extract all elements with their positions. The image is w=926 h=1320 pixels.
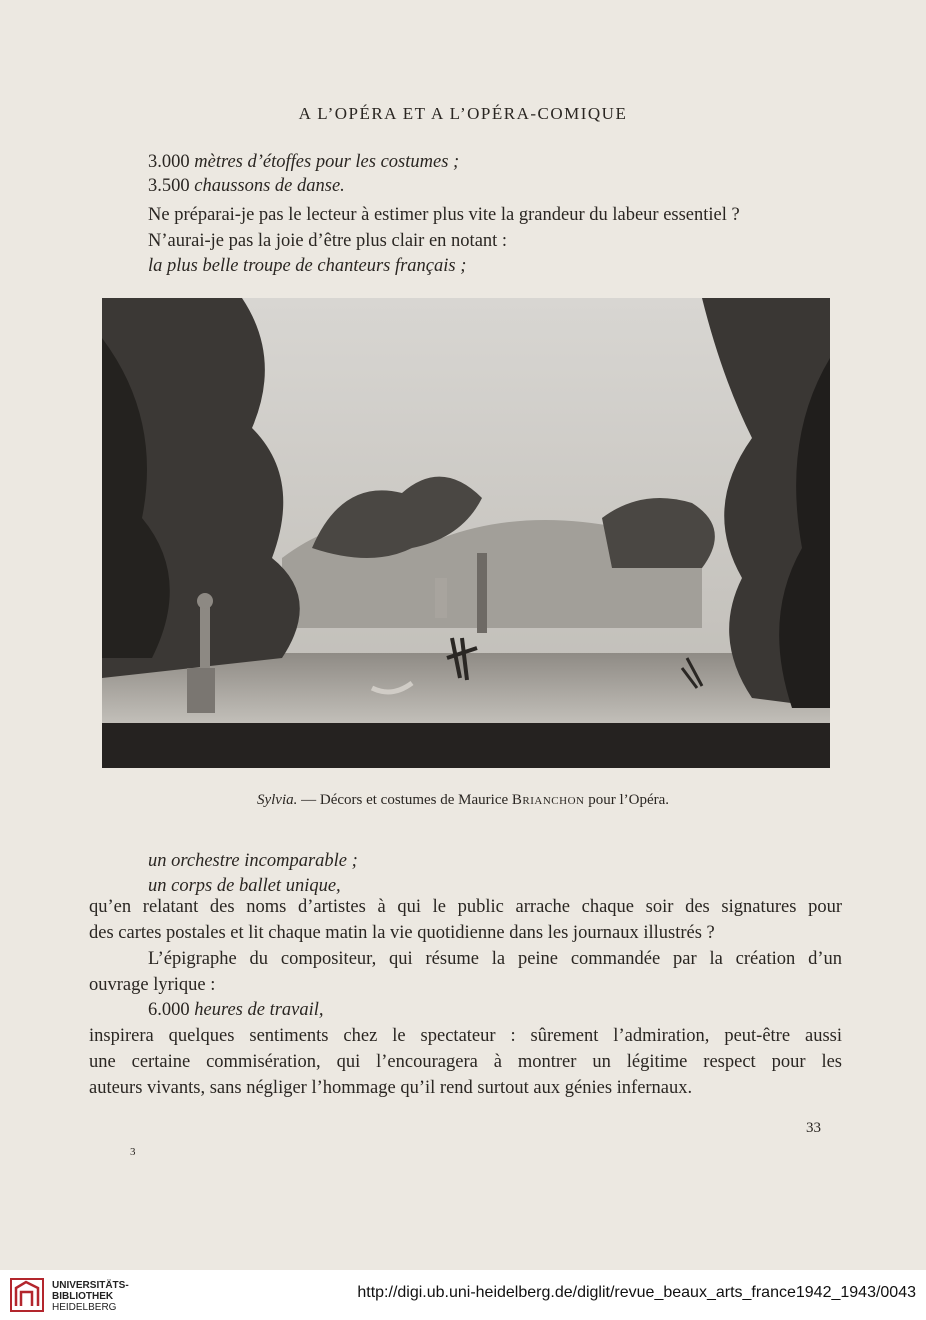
italic-line: un orchestre incomparable ; bbox=[148, 851, 358, 871]
list-number: 3.500 bbox=[148, 176, 190, 196]
stage-photograph bbox=[102, 298, 830, 768]
library-name-line: UNIVERSITÄTS- bbox=[52, 1280, 129, 1291]
paragraph-line: inspirera quelques sentiments chez le spectateur : sûrement l’admiration, peut-être aussi bbox=[89, 1026, 842, 1046]
paragraph-line: N’aurai-je pas la joie d’être plus clair en notant : bbox=[148, 231, 508, 251]
paragraph-line: L’épigraphe du compositeur, qui résume la peine commandée par la création d’un bbox=[148, 949, 842, 969]
caption-artist-name: Brianchon bbox=[511, 792, 585, 808]
paragraph-line: ouvrage lyrique : bbox=[89, 975, 216, 995]
library-name bbox=[52, 1280, 129, 1313]
hours-number: 6.000 bbox=[148, 1000, 190, 1020]
university-library-logo-icon bbox=[10, 1278, 44, 1312]
list-item bbox=[148, 173, 345, 199]
hours-text: heures de travail, bbox=[194, 1000, 324, 1020]
paragraph-line: une certaine commisération, qui l’encouragera à montrer un légitime respect pour les bbox=[89, 1052, 842, 1072]
list-text: mètres d’étoffes pour les costumes ; bbox=[194, 152, 460, 172]
caption-text-end: pour l’Opéra. bbox=[584, 792, 670, 808]
library-name-line: BIBLIOTHEK bbox=[52, 1291, 114, 1302]
library-footer bbox=[0, 1270, 926, 1320]
figure-caption bbox=[0, 792, 926, 809]
list-text: chaussons de danse. bbox=[194, 176, 345, 196]
caption-title: Sylvia. bbox=[256, 792, 298, 808]
paragraph-line: Ne préparai-je pas le lecteur à estimer plus vite la grandeur du labeur essentiel ? bbox=[148, 205, 740, 225]
running-title: A L’OPÉRA ET A L’OPÉRA-COMIQUE bbox=[298, 104, 628, 123]
caption-text: — Décors et costumes de Maurice bbox=[297, 792, 512, 808]
library-name-line: HEIDELBERG bbox=[52, 1302, 117, 1313]
signature-mark: 3 bbox=[130, 1146, 136, 1158]
page-number: 33 bbox=[806, 1120, 821, 1136]
paragraph-line: des cartes postales et lit chaque matin la vie quotidienne dans les journaux illustrés ? bbox=[89, 923, 715, 943]
italic-line: un corps de ballet unique, bbox=[148, 876, 341, 896]
list-number: 3.000 bbox=[148, 152, 190, 172]
stage-scene-illustration bbox=[102, 298, 830, 768]
source-url-link[interactable]: http://digi.ub.uni-heidelberg.de/diglit/revue_beaux_arts_france1942_1943/0043 bbox=[357, 1284, 916, 1301]
italic-line: la plus belle troupe de chanteurs français ; bbox=[148, 256, 467, 276]
hours-line bbox=[148, 997, 324, 1023]
paragraph-line: qu’en relatant des noms d’artistes à qui le public arrache chaque soir des signatures pour bbox=[89, 897, 842, 917]
paragraph-line: auteurs vivants, sans négliger l’hommage qu’il rend surtout aux génies infernaux. bbox=[89, 1078, 693, 1098]
list-item bbox=[148, 149, 459, 175]
